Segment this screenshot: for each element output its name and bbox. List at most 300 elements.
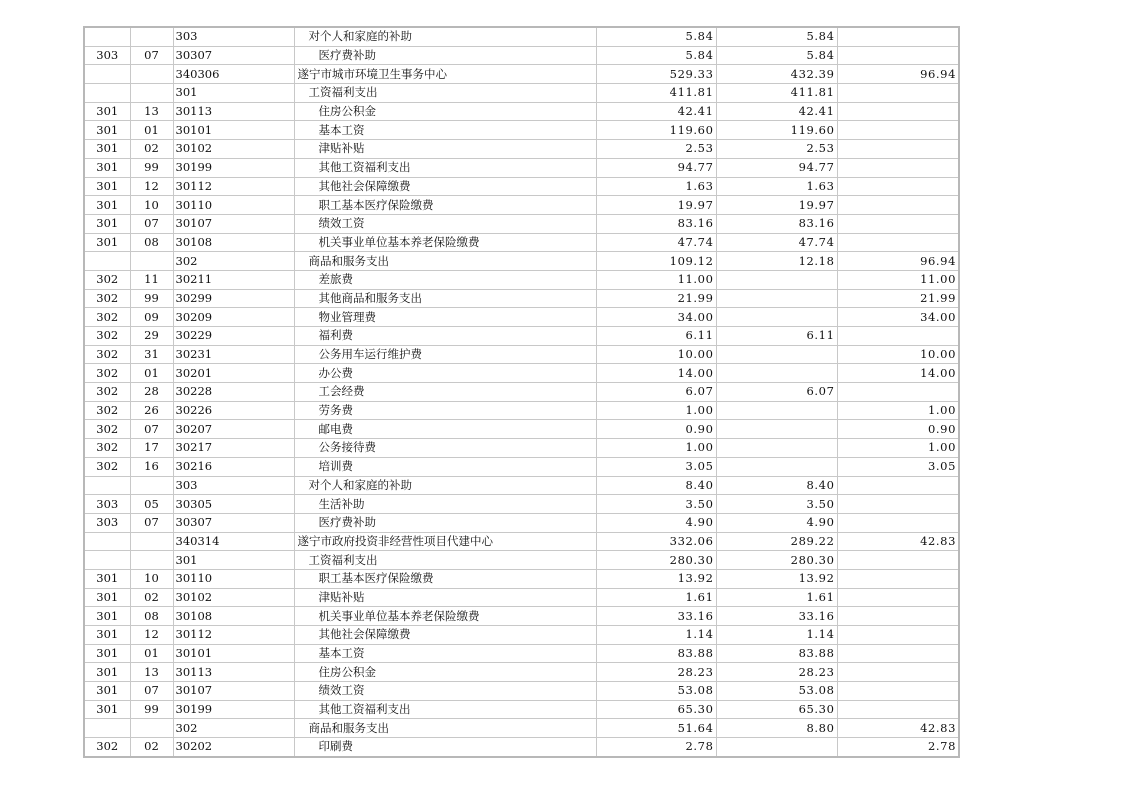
item-name-cell: 其他工资福利支出 xyxy=(294,158,596,177)
item-code-cell xyxy=(130,84,173,103)
economic-code-cell: 30231 xyxy=(173,345,294,364)
class-code-cell xyxy=(84,252,130,271)
class-code-cell xyxy=(84,719,130,738)
project-expenditure-cell xyxy=(837,140,959,159)
project-expenditure-cell xyxy=(837,196,959,215)
project-expenditure-cell xyxy=(837,121,959,140)
item-name-cell: 机关事业单位基本养老保险缴费 xyxy=(294,233,596,252)
project-expenditure-cell: 21.99 xyxy=(837,289,959,308)
table-row xyxy=(84,644,959,663)
table-row xyxy=(84,252,959,271)
project-expenditure-cell xyxy=(837,84,959,103)
class-code-cell: 301 xyxy=(84,177,130,196)
class-code-cell: 302 xyxy=(84,420,130,439)
item-code-cell: 08 xyxy=(130,607,173,626)
table-row xyxy=(84,551,959,570)
item-code-cell xyxy=(130,27,173,46)
table-row xyxy=(84,327,959,346)
economic-code-cell: 30102 xyxy=(173,140,294,159)
economic-code-cell: 30229 xyxy=(173,327,294,346)
project-expenditure-cell: 96.94 xyxy=(837,252,959,271)
table-row xyxy=(84,177,959,196)
economic-code-cell: 30207 xyxy=(173,420,294,439)
economic-code-cell: 30101 xyxy=(173,121,294,140)
economic-code-cell: 340314 xyxy=(173,532,294,551)
project-expenditure-cell xyxy=(837,158,959,177)
total-amount-cell: 28.23 xyxy=(596,663,716,682)
economic-code-cell: 30307 xyxy=(173,46,294,65)
project-expenditure-cell: 34.00 xyxy=(837,308,959,327)
class-code-cell: 303 xyxy=(84,46,130,65)
item-name-cell: 其他社会保障缴费 xyxy=(294,177,596,196)
item-code-cell: 10 xyxy=(130,569,173,588)
item-name-cell: 商品和服务支出 xyxy=(294,252,596,271)
table-row xyxy=(84,626,959,645)
basic-expenditure-cell: 83.16 xyxy=(716,214,837,233)
item-name-cell: 劳务费 xyxy=(294,401,596,420)
item-name-cell: 对个人和家庭的补助 xyxy=(294,27,596,46)
basic-expenditure-cell: 5.84 xyxy=(716,27,837,46)
economic-code-cell: 340306 xyxy=(173,65,294,84)
project-expenditure-cell: 1.00 xyxy=(837,439,959,458)
total-amount-cell: 8.40 xyxy=(596,476,716,495)
total-amount-cell: 34.00 xyxy=(596,308,716,327)
item-name-cell: 其他商品和服务支出 xyxy=(294,289,596,308)
class-code-cell: 302 xyxy=(84,383,130,402)
total-amount-cell: 6.11 xyxy=(596,327,716,346)
project-expenditure-cell xyxy=(837,513,959,532)
class-code-cell: 301 xyxy=(84,196,130,215)
item-name-cell: 工会经费 xyxy=(294,383,596,402)
basic-expenditure-cell: 19.97 xyxy=(716,196,837,215)
total-amount-cell: 4.90 xyxy=(596,513,716,532)
table-row xyxy=(84,401,959,420)
item-name-cell: 工资福利支出 xyxy=(294,551,596,570)
item-name-cell: 医疗费补助 xyxy=(294,46,596,65)
item-code-cell xyxy=(130,476,173,495)
item-code-cell: 13 xyxy=(130,663,173,682)
table-row xyxy=(84,457,959,476)
item-name-cell: 住房公积金 xyxy=(294,102,596,121)
item-code-cell: 01 xyxy=(130,644,173,663)
budget-table xyxy=(83,26,960,758)
economic-code-cell: 30305 xyxy=(173,495,294,514)
class-code-cell: 302 xyxy=(84,364,130,383)
class-code-cell: 302 xyxy=(84,308,130,327)
table-row xyxy=(84,65,959,84)
table-body xyxy=(84,27,959,757)
economic-code-cell: 303 xyxy=(173,476,294,495)
total-amount-cell: 47.74 xyxy=(596,233,716,252)
class-code-cell: 301 xyxy=(84,607,130,626)
basic-expenditure-cell: 28.23 xyxy=(716,663,837,682)
economic-code-cell: 30112 xyxy=(173,177,294,196)
table-row xyxy=(84,607,959,626)
item-name-cell: 机关事业单位基本养老保险缴费 xyxy=(294,607,596,626)
total-amount-cell: 1.63 xyxy=(596,177,716,196)
economic-code-cell: 30199 xyxy=(173,158,294,177)
item-name-cell: 住房公积金 xyxy=(294,663,596,682)
project-expenditure-cell xyxy=(837,588,959,607)
class-code-cell: 302 xyxy=(84,345,130,364)
table-row xyxy=(84,588,959,607)
class-code-cell: 301 xyxy=(84,588,130,607)
item-name-cell: 基本工资 xyxy=(294,644,596,663)
basic-expenditure-cell: 53.08 xyxy=(716,682,837,701)
item-code-cell: 28 xyxy=(130,383,173,402)
total-amount-cell: 13.92 xyxy=(596,569,716,588)
table-row xyxy=(84,663,959,682)
economic-code-cell: 30107 xyxy=(173,214,294,233)
item-name-cell: 生活补助 xyxy=(294,495,596,514)
economic-code-cell: 301 xyxy=(173,84,294,103)
table-row xyxy=(84,364,959,383)
item-name-cell: 津贴补贴 xyxy=(294,588,596,607)
basic-expenditure-cell xyxy=(716,308,837,327)
table-row xyxy=(84,121,959,140)
total-amount-cell: 65.30 xyxy=(596,700,716,719)
item-code-cell: 99 xyxy=(130,700,173,719)
project-expenditure-cell xyxy=(837,663,959,682)
basic-expenditure-cell: 432.39 xyxy=(716,65,837,84)
class-code-cell: 302 xyxy=(84,327,130,346)
class-code-cell: 301 xyxy=(84,121,130,140)
basic-expenditure-cell: 12.18 xyxy=(716,252,837,271)
basic-expenditure-cell: 1.63 xyxy=(716,177,837,196)
basic-expenditure-cell xyxy=(716,420,837,439)
class-code-cell: 301 xyxy=(84,682,130,701)
total-amount-cell: 83.88 xyxy=(596,644,716,663)
class-code-cell: 301 xyxy=(84,626,130,645)
class-code-cell xyxy=(84,84,130,103)
total-amount-cell: 53.08 xyxy=(596,682,716,701)
item-code-cell: 07 xyxy=(130,420,173,439)
item-code-cell: 13 xyxy=(130,102,173,121)
basic-expenditure-cell: 47.74 xyxy=(716,233,837,252)
class-code-cell: 302 xyxy=(84,401,130,420)
project-expenditure-cell: 42.83 xyxy=(837,719,959,738)
total-amount-cell: 83.16 xyxy=(596,214,716,233)
table-row xyxy=(84,532,959,551)
item-name-cell: 绩效工资 xyxy=(294,682,596,701)
class-code-cell xyxy=(84,532,130,551)
project-expenditure-cell xyxy=(837,102,959,121)
item-code-cell: 08 xyxy=(130,233,173,252)
total-amount-cell: 2.78 xyxy=(596,738,716,757)
item-code-cell: 02 xyxy=(130,588,173,607)
class-code-cell: 301 xyxy=(84,158,130,177)
total-amount-cell: 280.30 xyxy=(596,551,716,570)
project-expenditure-cell xyxy=(837,569,959,588)
project-expenditure-cell: 2.78 xyxy=(837,738,959,757)
economic-code-cell: 30102 xyxy=(173,588,294,607)
table-row xyxy=(84,495,959,514)
table-row xyxy=(84,196,959,215)
class-code-cell: 301 xyxy=(84,233,130,252)
project-expenditure-cell: 3.05 xyxy=(837,457,959,476)
economic-code-cell: 30108 xyxy=(173,233,294,252)
economic-code-cell: 30211 xyxy=(173,270,294,289)
basic-expenditure-cell: 13.92 xyxy=(716,569,837,588)
class-code-cell: 301 xyxy=(84,663,130,682)
economic-code-cell: 30112 xyxy=(173,626,294,645)
table-row xyxy=(84,233,959,252)
item-code-cell: 31 xyxy=(130,345,173,364)
economic-code-cell: 30216 xyxy=(173,457,294,476)
table-row xyxy=(84,289,959,308)
total-amount-cell: 1.00 xyxy=(596,439,716,458)
total-amount-cell: 94.77 xyxy=(596,158,716,177)
project-expenditure-cell xyxy=(837,233,959,252)
basic-expenditure-cell xyxy=(716,364,837,383)
project-expenditure-cell: 1.00 xyxy=(837,401,959,420)
item-name-cell: 医疗费补助 xyxy=(294,513,596,532)
basic-expenditure-cell: 411.81 xyxy=(716,84,837,103)
item-code-cell: 05 xyxy=(130,495,173,514)
economic-code-cell: 30108 xyxy=(173,607,294,626)
table-row xyxy=(84,214,959,233)
class-code-cell: 302 xyxy=(84,457,130,476)
project-expenditure-cell: 0.90 xyxy=(837,420,959,439)
table-row xyxy=(84,46,959,65)
item-name-cell: 对个人和家庭的补助 xyxy=(294,476,596,495)
basic-expenditure-cell: 3.50 xyxy=(716,495,837,514)
item-code-cell: 99 xyxy=(130,289,173,308)
table-row xyxy=(84,700,959,719)
table-row xyxy=(84,738,959,757)
total-amount-cell: 1.14 xyxy=(596,626,716,645)
class-code-cell: 303 xyxy=(84,495,130,514)
table-row xyxy=(84,102,959,121)
item-name-cell: 基本工资 xyxy=(294,121,596,140)
total-amount-cell: 109.12 xyxy=(596,252,716,271)
basic-expenditure-cell xyxy=(716,738,837,757)
economic-code-cell: 30110 xyxy=(173,569,294,588)
item-code-cell: 07 xyxy=(130,214,173,233)
project-expenditure-cell: 42.83 xyxy=(837,532,959,551)
basic-expenditure-cell: 65.30 xyxy=(716,700,837,719)
item-name-cell: 其他工资福利支出 xyxy=(294,700,596,719)
basic-expenditure-cell: 2.53 xyxy=(716,140,837,159)
basic-expenditure-cell: 8.40 xyxy=(716,476,837,495)
item-code-cell xyxy=(130,65,173,84)
economic-code-cell: 30201 xyxy=(173,364,294,383)
project-expenditure-cell xyxy=(837,327,959,346)
item-name-cell: 邮电费 xyxy=(294,420,596,439)
table-row xyxy=(84,345,959,364)
basic-expenditure-cell: 94.77 xyxy=(716,158,837,177)
item-name-cell: 职工基本医疗保险缴费 xyxy=(294,196,596,215)
economic-code-cell: 30199 xyxy=(173,700,294,719)
basic-expenditure-cell: 8.80 xyxy=(716,719,837,738)
item-code-cell: 10 xyxy=(130,196,173,215)
class-code-cell: 301 xyxy=(84,214,130,233)
project-expenditure-cell xyxy=(837,214,959,233)
item-name-cell: 津贴补贴 xyxy=(294,140,596,159)
economic-code-cell: 30113 xyxy=(173,102,294,121)
basic-expenditure-cell xyxy=(716,289,837,308)
basic-expenditure-cell xyxy=(716,457,837,476)
project-expenditure-cell xyxy=(837,626,959,645)
item-code-cell xyxy=(130,252,173,271)
item-name-cell: 遂宁市城市环境卫生事务中心 xyxy=(294,65,596,84)
total-amount-cell: 0.90 xyxy=(596,420,716,439)
project-expenditure-cell xyxy=(837,476,959,495)
economic-code-cell: 301 xyxy=(173,551,294,570)
basic-expenditure-cell: 5.84 xyxy=(716,46,837,65)
total-amount-cell: 3.50 xyxy=(596,495,716,514)
total-amount-cell: 6.07 xyxy=(596,383,716,402)
item-code-cell: 29 xyxy=(130,327,173,346)
item-code-cell: 07 xyxy=(130,513,173,532)
economic-code-cell: 30113 xyxy=(173,663,294,682)
total-amount-cell: 332.06 xyxy=(596,532,716,551)
economic-code-cell: 30299 xyxy=(173,289,294,308)
project-expenditure-cell: 10.00 xyxy=(837,345,959,364)
basic-expenditure-cell xyxy=(716,345,837,364)
total-amount-cell: 5.84 xyxy=(596,27,716,46)
item-code-cell xyxy=(130,551,173,570)
total-amount-cell: 33.16 xyxy=(596,607,716,626)
economic-code-cell: 30226 xyxy=(173,401,294,420)
item-name-cell: 办公费 xyxy=(294,364,596,383)
item-name-cell: 印刷费 xyxy=(294,738,596,757)
item-code-cell: 11 xyxy=(130,270,173,289)
table-row xyxy=(84,682,959,701)
item-code-cell: 01 xyxy=(130,121,173,140)
item-code-cell xyxy=(130,719,173,738)
item-name-cell: 公务用车运行维护费 xyxy=(294,345,596,364)
table-row xyxy=(84,270,959,289)
total-amount-cell: 411.81 xyxy=(596,84,716,103)
project-expenditure-cell xyxy=(837,27,959,46)
basic-expenditure-cell: 4.90 xyxy=(716,513,837,532)
table-row xyxy=(84,140,959,159)
item-code-cell: 01 xyxy=(130,364,173,383)
economic-code-cell: 30209 xyxy=(173,308,294,327)
item-code-cell: 12 xyxy=(130,626,173,645)
item-name-cell: 培训费 xyxy=(294,457,596,476)
total-amount-cell: 42.41 xyxy=(596,102,716,121)
basic-expenditure-cell: 289.22 xyxy=(716,532,837,551)
basic-expenditure-cell: 119.60 xyxy=(716,121,837,140)
item-name-cell: 商品和服务支出 xyxy=(294,719,596,738)
table-row xyxy=(84,84,959,103)
total-amount-cell: 11.00 xyxy=(596,270,716,289)
table-row xyxy=(84,476,959,495)
item-name-cell: 绩效工资 xyxy=(294,214,596,233)
basic-expenditure-cell: 280.30 xyxy=(716,551,837,570)
item-name-cell: 工资福利支出 xyxy=(294,84,596,103)
economic-code-cell: 302 xyxy=(173,252,294,271)
project-expenditure-cell: 96.94 xyxy=(837,65,959,84)
item-name-cell: 公务接待费 xyxy=(294,439,596,458)
basic-expenditure-cell xyxy=(716,270,837,289)
item-code-cell: 26 xyxy=(130,401,173,420)
project-expenditure-cell xyxy=(837,177,959,196)
total-amount-cell: 529.33 xyxy=(596,65,716,84)
economic-code-cell: 30202 xyxy=(173,738,294,757)
class-code-cell xyxy=(84,476,130,495)
class-code-cell xyxy=(84,551,130,570)
item-code-cell: 02 xyxy=(130,738,173,757)
class-code-cell: 301 xyxy=(84,644,130,663)
project-expenditure-cell: 14.00 xyxy=(837,364,959,383)
item-code-cell: 17 xyxy=(130,439,173,458)
total-amount-cell: 3.05 xyxy=(596,457,716,476)
class-code-cell: 301 xyxy=(84,140,130,159)
project-expenditure-cell xyxy=(837,383,959,402)
class-code-cell xyxy=(84,27,130,46)
total-amount-cell: 119.60 xyxy=(596,121,716,140)
item-name-cell: 其他社会保障缴费 xyxy=(294,626,596,645)
class-code-cell: 302 xyxy=(84,289,130,308)
economic-code-cell: 30110 xyxy=(173,196,294,215)
basic-expenditure-cell: 6.11 xyxy=(716,327,837,346)
economic-code-cell: 302 xyxy=(173,719,294,738)
item-code-cell: 12 xyxy=(130,177,173,196)
project-expenditure-cell xyxy=(837,700,959,719)
item-code-cell: 07 xyxy=(130,682,173,701)
basic-expenditure-cell: 6.07 xyxy=(716,383,837,402)
basic-expenditure-cell: 83.88 xyxy=(716,644,837,663)
item-code-cell: 99 xyxy=(130,158,173,177)
class-code-cell: 302 xyxy=(84,439,130,458)
table-row xyxy=(84,308,959,327)
basic-expenditure-cell xyxy=(716,439,837,458)
item-name-cell: 差旅费 xyxy=(294,270,596,289)
item-name-cell: 遂宁市政府投资非经营性项目代建中心 xyxy=(294,532,596,551)
basic-expenditure-cell: 1.14 xyxy=(716,626,837,645)
total-amount-cell: 14.00 xyxy=(596,364,716,383)
economic-code-cell: 30101 xyxy=(173,644,294,663)
item-name-cell: 职工基本医疗保险缴费 xyxy=(294,569,596,588)
project-expenditure-cell xyxy=(837,607,959,626)
total-amount-cell: 2.53 xyxy=(596,140,716,159)
economic-code-cell: 30307 xyxy=(173,513,294,532)
project-expenditure-cell: 11.00 xyxy=(837,270,959,289)
item-code-cell: 09 xyxy=(130,308,173,327)
economic-code-cell: 30228 xyxy=(173,383,294,402)
project-expenditure-cell xyxy=(837,495,959,514)
item-code-cell: 16 xyxy=(130,457,173,476)
basic-expenditure-cell: 33.16 xyxy=(716,607,837,626)
basic-expenditure-cell: 1.61 xyxy=(716,588,837,607)
item-name-cell: 福利费 xyxy=(294,327,596,346)
total-amount-cell: 10.00 xyxy=(596,345,716,364)
table-row xyxy=(84,383,959,402)
table-row xyxy=(84,719,959,738)
total-amount-cell: 51.64 xyxy=(596,719,716,738)
item-code-cell: 07 xyxy=(130,46,173,65)
class-code-cell: 301 xyxy=(84,569,130,588)
class-code-cell: 303 xyxy=(84,513,130,532)
project-expenditure-cell xyxy=(837,682,959,701)
table-row xyxy=(84,439,959,458)
project-expenditure-cell xyxy=(837,46,959,65)
table-row xyxy=(84,569,959,588)
table-row xyxy=(84,513,959,532)
class-code-cell xyxy=(84,65,130,84)
basic-expenditure-cell: 42.41 xyxy=(716,102,837,121)
economic-code-cell: 30217 xyxy=(173,439,294,458)
item-code-cell: 02 xyxy=(130,140,173,159)
basic-expenditure-cell xyxy=(716,401,837,420)
class-code-cell: 301 xyxy=(84,700,130,719)
project-expenditure-cell xyxy=(837,644,959,663)
total-amount-cell: 21.99 xyxy=(596,289,716,308)
class-code-cell: 301 xyxy=(84,102,130,121)
